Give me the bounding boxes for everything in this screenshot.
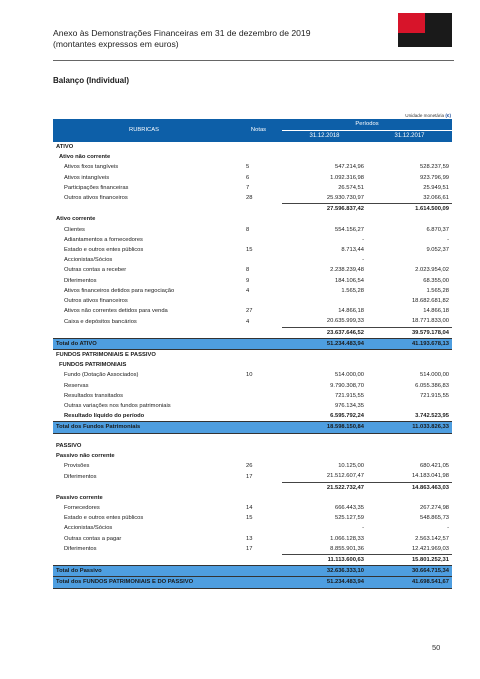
row-value-2018 (282, 493, 367, 503)
table-row (53, 461, 452, 471)
row-value-2018: 27.596.837,42 (282, 204, 367, 215)
table-row (53, 338, 452, 349)
row-note: 4 (246, 318, 250, 325)
table-row (53, 173, 452, 183)
row-label: ATIVO (56, 144, 74, 150)
row-note: 15 (246, 515, 253, 522)
row-value-2018: 976.134,35 (334, 403, 364, 410)
row-note (235, 152, 282, 162)
row-value-2018: 666.443,35 (334, 504, 364, 511)
row-value-2018 (282, 152, 367, 162)
row-note: 28 (246, 195, 253, 202)
row-note (235, 433, 282, 441)
table-row (53, 235, 452, 245)
col-header-rubricas: RUBRICAS (53, 119, 235, 142)
row-value-2017: 548.865,73 (420, 515, 450, 522)
row-value-2017: 1.614.500,09 (367, 204, 452, 215)
table-row (53, 370, 452, 380)
row-label: Estado e outros entes públicos (64, 515, 144, 522)
table-row (53, 286, 452, 296)
table-row (53, 523, 452, 533)
row-value-2017 (367, 451, 452, 461)
row-label: Outras contas a pagar (64, 535, 122, 542)
col-header-period-2018: 31.12.2018 (282, 131, 367, 143)
row-value-2017: 15.801.252,31 (367, 554, 452, 565)
table-row (53, 162, 452, 172)
row-value-2018: 1.565,28 (341, 287, 364, 294)
row-label (53, 482, 235, 493)
row-label (53, 554, 235, 565)
row-label: Accionistas/Sócios (64, 257, 113, 264)
row-note (235, 327, 282, 338)
row-value-2017 (367, 360, 452, 370)
table-row (53, 142, 452, 152)
row-value-2018: 184.106,54 (334, 277, 364, 284)
row-value-2017 (367, 152, 452, 162)
row-value-2018: 547.214,96 (334, 164, 364, 171)
row-value-2018 (282, 214, 367, 224)
row-value-2018: 32.636.333,10 (282, 566, 367, 577)
row-label: Estado e outros entes públicos (64, 247, 144, 254)
page-number: 50 (432, 643, 441, 652)
row-note (235, 577, 282, 588)
row-value-2018: 23.637.646,52 (282, 327, 367, 338)
row-value-2018: 1.092.316,98 (330, 174, 364, 181)
table-row (53, 441, 452, 451)
unit-label (340, 113, 451, 118)
row-label: Passivo não corrente (56, 452, 115, 459)
row-note (235, 255, 282, 265)
row-value-2017: 6.870,37 (426, 226, 450, 233)
header-divider (53, 60, 454, 61)
table-row (53, 193, 452, 204)
row-label: PASSIVO (56, 442, 82, 449)
row-label: Ativo não corrente (59, 154, 111, 161)
row-value-2018: 525.127,59 (334, 515, 364, 522)
row-label: Accionistas/Sócios (64, 525, 113, 532)
table-row (53, 566, 452, 577)
table-row (53, 152, 452, 162)
row-label: Resultado líquido do período (64, 413, 145, 420)
company-logo (398, 13, 452, 47)
table-row (53, 296, 452, 306)
col-header-notas: Notas (235, 119, 282, 142)
row-note: 13 (246, 535, 253, 542)
row-value-2017 (367, 401, 452, 411)
row-value-2017 (367, 142, 452, 152)
row-value-2017: 3.742.523,95 (415, 413, 450, 420)
row-value-2017: 30.664.715,34 (367, 566, 452, 577)
col-header-period-2017: 31.12.2017 (367, 131, 452, 143)
row-note (235, 554, 282, 565)
row-label: Diferimentos (64, 473, 97, 480)
header-line-1: Anexo às Demonstrações Financeiras em 31 de dezembro de 2019 (53, 28, 311, 38)
row-note (235, 360, 282, 370)
row-label: Ativos financeiros detidos para negociação (64, 287, 175, 294)
row-label: FUNDOS PATRIMONIAIS E PASSIVO (56, 352, 156, 359)
row-label (53, 204, 235, 215)
row-value-2018: 8.713,44 (341, 247, 364, 254)
row-label: Resultados transitados (64, 392, 123, 399)
row-note (235, 350, 282, 361)
row-note: 27 (246, 308, 253, 315)
table-body (53, 142, 452, 588)
row-value-2017: 39.579.178,04 (367, 327, 452, 338)
row-value-2017 (367, 214, 452, 224)
table-row (53, 411, 452, 422)
row-note: 8 (246, 226, 250, 233)
table-row (53, 327, 452, 338)
row-label: Diferimentos (64, 545, 97, 552)
table-row (53, 276, 452, 286)
row-value-2017 (367, 350, 452, 361)
row-value-2018: 721.915,55 (334, 392, 364, 399)
row-label: Outros ativos financeiros (64, 298, 128, 305)
row-note (235, 214, 282, 224)
row-label: Participações financeiras (64, 184, 129, 191)
row-value-2017 (367, 441, 452, 451)
row-value-2017: 2.563.142,57 (415, 535, 450, 542)
row-label: Caixa e depósitos bancários (64, 318, 137, 325)
table-row (53, 265, 452, 275)
row-label: Passivo corrente (56, 494, 103, 501)
row-note: 10 (246, 372, 253, 379)
row-value-2017: 41.698.541,67 (367, 577, 452, 588)
table-row (53, 183, 452, 193)
row-label: Ativos intangíveis (64, 174, 110, 181)
row-label: Ativo corrente (56, 216, 96, 223)
row-label: Ativos não correntes detidos para venda (64, 308, 168, 315)
row-note (235, 296, 282, 306)
table-row (53, 316, 452, 327)
row-value-2018: - (362, 236, 364, 243)
row-value-2018: - (362, 257, 364, 264)
row-value-2018: 10.125,00 (338, 463, 364, 470)
row-value-2018 (282, 350, 367, 361)
row-note (235, 523, 282, 533)
table-row (53, 306, 452, 316)
row-label: Outras contas a receber (64, 267, 127, 274)
row-note: 6 (246, 174, 250, 181)
row-value-2017: - (447, 236, 450, 243)
col-header-periodos: Períodos (282, 119, 452, 131)
table-row (53, 401, 452, 411)
row-value-2017 (367, 255, 452, 265)
row-label: Fornecedores (64, 504, 100, 511)
row-value-2018: 25.930.730,97 (326, 195, 364, 202)
row-value-2017: 12.421.969,03 (411, 545, 450, 552)
table-row (53, 225, 452, 235)
row-value-2017: 528.237,59 (420, 164, 450, 171)
row-value-2017: 923.796,99 (420, 174, 450, 181)
row-value-2017: 2.023.954,02 (415, 267, 450, 274)
row-label: Outros ativos financeiros (64, 195, 128, 202)
row-value-2018 (282, 441, 367, 451)
row-note (235, 566, 282, 577)
row-value-2018: 6.595.792,24 (330, 413, 364, 420)
row-note: 14 (246, 504, 253, 511)
row-value-2017: 14.183.041,98 (411, 473, 450, 480)
row-note: 17 (246, 545, 253, 552)
row-value-2018: 2.238.239,48 (330, 267, 364, 274)
row-label (53, 433, 235, 441)
row-note: 15 (246, 247, 253, 254)
table-row (53, 493, 452, 503)
row-value-2017: 9.052,37 (426, 247, 450, 254)
row-note (235, 235, 282, 245)
row-value-2017 (367, 493, 452, 503)
table-row (53, 204, 452, 215)
row-note: 17 (246, 473, 253, 480)
row-note: 7 (246, 184, 250, 191)
row-value-2017: 18.771.833,00 (411, 318, 450, 325)
row-value-2018 (282, 360, 367, 370)
row-value-2018: 51.234.483,94 (282, 577, 367, 588)
row-value-2018: 9.790.308,70 (330, 382, 364, 389)
row-note (235, 422, 282, 433)
row-note (235, 411, 282, 422)
table-row (53, 513, 452, 523)
row-value-2017: 680.421,05 (420, 463, 450, 470)
row-value-2017: 267.274,98 (420, 504, 450, 511)
row-label: Outras variações nos fundos patrimoniais (64, 403, 171, 410)
row-value-2018: 11.113.600,63 (282, 554, 367, 565)
row-note (235, 441, 282, 451)
table-row (53, 381, 452, 391)
table-row (53, 482, 452, 493)
table-row (53, 451, 452, 461)
table-row (53, 544, 452, 555)
document-header (53, 28, 310, 49)
table-row (53, 350, 452, 361)
table-row (53, 214, 452, 224)
table-row (53, 534, 452, 544)
row-label: Reservas (64, 382, 89, 389)
table-row (53, 360, 452, 370)
row-value-2018: 554.156,27 (334, 226, 364, 233)
row-value-2017: 32.066,61 (423, 195, 450, 202)
table-row (53, 503, 452, 513)
table-row (53, 433, 452, 441)
row-value-2017: 514.000,00 (420, 372, 450, 379)
row-value-2018: 20.635.999,33 (326, 318, 364, 325)
table-row (53, 422, 452, 433)
row-note (235, 338, 282, 349)
row-label: Total dos FUNDOS PATRIMONIAIS E DO PASSIVO (53, 577, 235, 588)
row-value-2018: - (362, 525, 364, 532)
row-value-2017: 1.565,28 (426, 287, 450, 294)
row-value-2018: 51.234.483,94 (282, 338, 367, 349)
balance-sheet-table (53, 119, 452, 589)
row-value-2018: 26.574,51 (338, 184, 364, 191)
row-value-2018 (282, 142, 367, 152)
row-note: 9 (246, 277, 250, 284)
row-value-2017: 25.949,51 (423, 184, 450, 191)
row-label: Adiantamentos a fornecedores (64, 236, 143, 243)
row-note (235, 451, 282, 461)
table-row (53, 255, 452, 265)
row-value-2017: 18.682.681,82 (411, 298, 450, 305)
row-note: 5 (246, 164, 250, 171)
table-row (53, 245, 452, 255)
table-row (53, 391, 452, 401)
row-value-2017: 14.863.463,03 (367, 482, 452, 493)
page-title: Balanço (Individual) (53, 76, 130, 85)
row-value-2018: 21.512.607,47 (326, 473, 364, 480)
header-line-2: (montantes expressos em euros) (53, 38, 179, 49)
row-value-2018: 21.522.732,47 (282, 482, 367, 493)
row-note (235, 493, 282, 503)
row-value-2017: 68.355,00 (423, 277, 450, 284)
row-value-2018: 8.855.901,36 (330, 545, 364, 552)
row-note: 26 (246, 463, 253, 470)
unit-currency: (€) (445, 113, 451, 118)
row-note (235, 401, 282, 411)
row-value-2017: 14.866,18 (423, 308, 450, 315)
row-note: 8 (246, 267, 250, 274)
row-note (235, 381, 282, 391)
row-label: Fundo (Dotação Associados) (64, 372, 139, 379)
table-row (53, 554, 452, 565)
row-value-2018 (282, 296, 367, 306)
table-row (53, 471, 452, 482)
unit-label-text: Unidade monetária (405, 113, 445, 118)
row-label: Diferimentos (64, 277, 97, 284)
row-note (235, 204, 282, 215)
row-value-2018 (282, 433, 367, 441)
row-value-2017: - (447, 525, 450, 532)
row-label: Clientes (64, 226, 85, 233)
row-value-2017: 11.033.826,33 (367, 422, 452, 433)
row-label: Total do ATIVO (53, 338, 235, 349)
row-note: 4 (246, 287, 250, 294)
table-row (53, 577, 452, 588)
row-value-2017: 6.055.386,83 (415, 382, 450, 389)
row-label: FUNDOS PATRIMONIAIS (59, 362, 127, 369)
row-value-2017 (367, 433, 452, 441)
row-label: Total do Passivo (53, 566, 235, 577)
row-value-2018: 18.598.150,84 (282, 422, 367, 433)
row-value-2017: 41.193.678,13 (367, 338, 452, 349)
table-header-row-1 (53, 119, 452, 131)
row-label: Ativos fixos tangíveis (64, 164, 119, 171)
row-value-2018 (282, 451, 367, 461)
row-label: Total dos Fundos Patrimoniais (53, 422, 235, 433)
row-value-2018: 1.066.128,33 (330, 535, 364, 542)
row-label: Provisões (64, 463, 90, 470)
row-note (235, 142, 282, 152)
row-value-2018: 14.866,18 (338, 308, 364, 315)
row-value-2017: 721.915,55 (420, 392, 450, 399)
logo-red-block (398, 13, 425, 33)
row-note (235, 391, 282, 401)
row-note (235, 482, 282, 493)
row-label (53, 327, 235, 338)
row-value-2018: 514.000,00 (334, 372, 364, 379)
